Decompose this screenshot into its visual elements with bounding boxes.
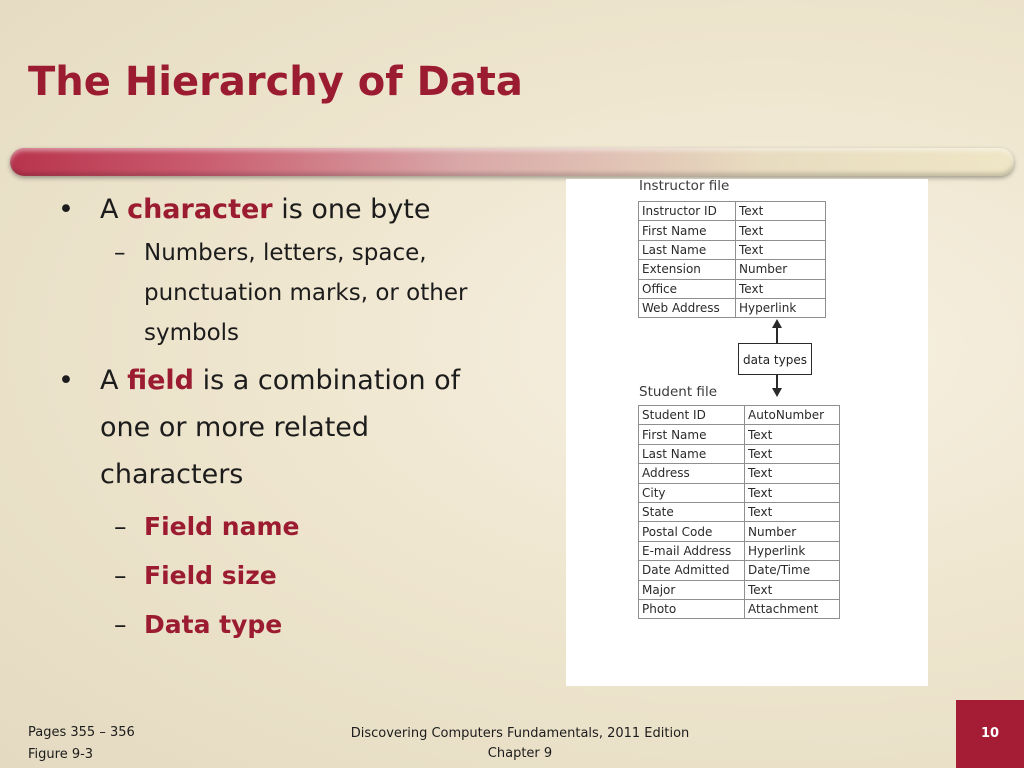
table-row <box>639 599 840 618</box>
student-file-caption: Student file <box>639 384 717 400</box>
data-type-cell: Text <box>745 502 840 521</box>
field-name-cell: State <box>639 502 745 521</box>
field-name-cell: Address <box>639 464 745 483</box>
data-type-cell: Hyperlink <box>745 541 840 560</box>
table-row <box>639 406 840 425</box>
data-type-cell: Text <box>745 580 840 599</box>
bullet-character <box>58 186 518 233</box>
table-row <box>639 425 840 444</box>
bullet-field <box>58 357 518 498</box>
table-row <box>639 483 840 502</box>
bullet-suffix: is one byte <box>281 194 431 225</box>
table-row <box>639 240 826 259</box>
data-type-cell: Hyperlink <box>736 298 826 317</box>
keyword-field: field <box>127 365 194 396</box>
slide-title: The Hierarchy of Data <box>28 59 523 105</box>
page-number: 10 <box>980 726 1000 741</box>
table-row <box>639 502 840 521</box>
title-divider-bar <box>10 148 1014 176</box>
data-type-cell: Text <box>736 221 826 240</box>
field-name-cell: Student ID <box>639 406 745 425</box>
sub-bullet-keyword: Field size <box>144 561 277 590</box>
field-name-cell: Office <box>639 279 736 298</box>
data-type-cell: Text <box>745 425 840 444</box>
bullet-dot: • <box>58 194 74 225</box>
bullet-list <box>58 186 518 649</box>
sub-bullet-text: Numbers, letters, space, punctuation marks, or other symbols <box>144 240 468 346</box>
data-type-cell: Date/Time <box>745 561 840 580</box>
footer-book-title: Discovering Computers Fundamentals, 2011 Edition <box>350 726 690 741</box>
footer-reference <box>28 722 135 766</box>
footer-chapter: Chapter 9 <box>487 746 553 761</box>
field-name-cell: Last Name <box>639 444 745 463</box>
field-name-cell: Major <box>639 580 745 599</box>
data-type-cell: Number <box>745 522 840 541</box>
data-type-cell: Text <box>745 483 840 502</box>
table-row <box>639 444 840 463</box>
table-row <box>639 561 840 580</box>
field-name-cell: First Name <box>639 221 736 240</box>
data-type-cell: Number <box>736 260 826 279</box>
table-row <box>639 279 826 298</box>
table-row <box>639 260 826 279</box>
field-name-cell: Date Admitted <box>639 561 745 580</box>
field-name-cell: Instructor ID <box>639 202 736 221</box>
instructor-file-caption: Instructor file <box>639 178 730 194</box>
data-type-cell: Text <box>745 444 840 463</box>
connector-line-bottom <box>776 375 778 389</box>
field-name-cell: Web Address <box>639 298 736 317</box>
table-row <box>639 522 840 541</box>
table-row <box>639 464 840 483</box>
field-name-cell: Extension <box>639 260 736 279</box>
bullet-dot: • <box>58 365 74 396</box>
sub-bullet-data-type <box>58 600 518 649</box>
keyword-character: character <box>127 194 273 225</box>
dash-glyph: – <box>114 610 127 639</box>
bullet-prefix: A <box>100 365 119 396</box>
field-name-cell: E-mail Address <box>639 541 745 560</box>
data-type-cell: Text <box>736 279 826 298</box>
connector-line-top <box>776 327 778 343</box>
table-row <box>639 541 840 560</box>
footer-book-info <box>300 724 740 764</box>
sub-bullet-field-size <box>58 551 518 600</box>
page-number-badge <box>956 700 1024 768</box>
footer-figure: Figure 9-3 <box>28 747 94 762</box>
table-row <box>639 221 826 240</box>
field-name-cell: Photo <box>639 599 745 618</box>
table-row <box>639 298 826 317</box>
table-row <box>639 202 826 221</box>
field-name-cell: Postal Code <box>639 522 745 541</box>
data-type-cell: Attachment <box>745 599 840 618</box>
data-type-cell: Text <box>736 202 826 221</box>
field-name-cell: City <box>639 483 745 502</box>
field-name-cell: Last Name <box>639 240 736 259</box>
sub-bullet-keyword: Data type <box>144 610 283 639</box>
data-types-label: data types <box>738 343 812 375</box>
bullet-prefix: A <box>100 194 119 225</box>
data-type-cell: Text <box>745 464 840 483</box>
bullet-suffix: is a combination of one or more related characters <box>100 365 461 490</box>
footer-pages: Pages 355 – 356 <box>28 725 135 740</box>
table-row <box>639 580 840 599</box>
sub-bullet-field-name <box>58 502 518 551</box>
data-type-cell: Text <box>736 240 826 259</box>
student-file-table <box>638 405 840 619</box>
sub-bullet-character-desc <box>58 233 518 353</box>
data-type-cell: AutoNumber <box>745 406 840 425</box>
field-name-cell: First Name <box>639 425 745 444</box>
dash-glyph: – <box>114 561 127 590</box>
dash-glyph: – <box>114 240 126 266</box>
sub-bullet-keyword: Field name <box>144 512 300 541</box>
dash-glyph: – <box>114 512 127 541</box>
arrow-down-icon <box>772 388 782 397</box>
instructor-file-table <box>638 201 826 318</box>
